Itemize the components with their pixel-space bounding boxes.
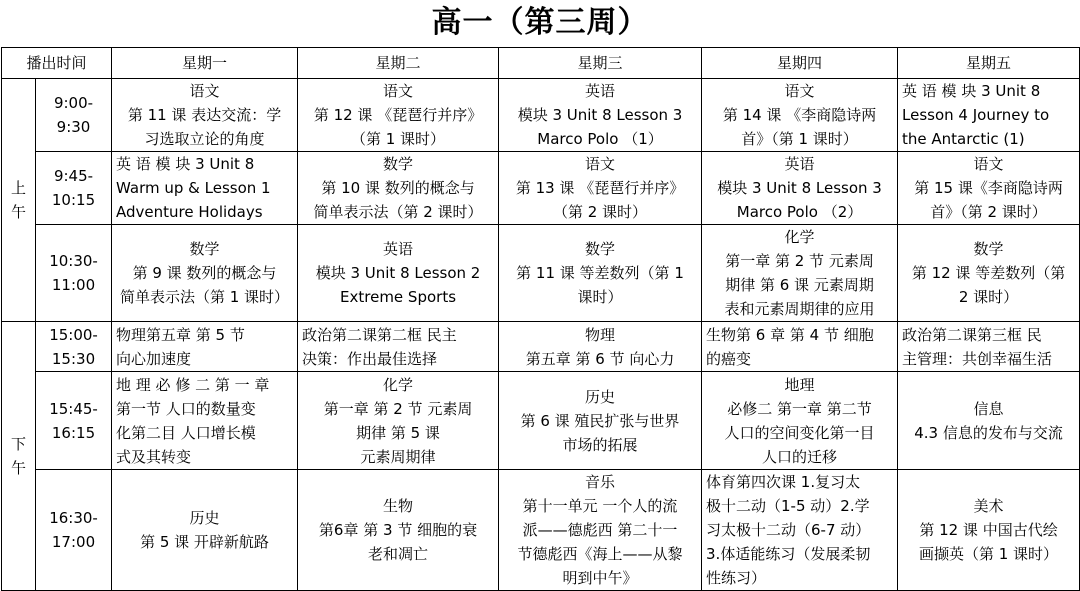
lesson-line: 式及其转变	[116, 447, 192, 466]
lesson-line: 画撷英（第 1 课时）	[918, 545, 1059, 563]
lesson-cell	[298, 322, 499, 372]
subject-label: 音乐	[585, 473, 616, 491]
lesson-line: 老和凋亡	[368, 545, 429, 563]
subject-label: 美术	[973, 497, 1004, 515]
subject-label: 物理	[585, 325, 616, 344]
lesson-cell	[112, 152, 298, 225]
time-line: 16:15	[51, 423, 96, 442]
subject-label: 语文	[973, 155, 1004, 173]
table-row	[2, 225, 1080, 322]
lesson-cell	[499, 322, 702, 372]
lesson-line: 第 14 课 《李商隐诗两	[722, 106, 877, 124]
half-day-char: 午	[10, 459, 26, 477]
lesson-line: 元素周期律	[360, 447, 436, 466]
subject-label: 语文	[383, 82, 414, 100]
lesson-line: 第6章 第 3 节 细胞的衰	[318, 521, 478, 539]
schedule-table	[1, 47, 1080, 591]
lesson-cell	[298, 372, 499, 470]
lesson-line: 第 5 课 开辟新航路	[140, 533, 269, 551]
lesson-line: 节德彪西《海上——从黎	[517, 545, 683, 563]
half-day-char: 上	[10, 179, 26, 197]
half-day-char: 午	[10, 203, 26, 221]
time-line: 10:30-	[49, 252, 98, 270]
time-line: 17:00	[51, 533, 96, 551]
lesson-line: 明到中午》	[562, 569, 638, 587]
subject-label: 数学	[189, 240, 220, 258]
lesson-cell	[112, 372, 298, 470]
lesson-line: （第 1 课时）	[350, 130, 446, 148]
lesson-line: Extreme Sports	[340, 288, 457, 306]
lesson-cell	[702, 470, 898, 591]
lesson-cell	[702, 152, 898, 225]
day-header: 星期三	[499, 48, 702, 79]
lesson-line: 简单表示法（第 2 课时）	[313, 203, 483, 221]
subject-label: 英语	[784, 155, 815, 173]
lesson-line: 市场的拓展	[562, 435, 638, 454]
lesson-line: 课时）	[577, 288, 623, 306]
lesson-cell	[112, 79, 298, 152]
lesson-line: 第 6 课 殖民扩张与世界	[520, 411, 680, 430]
time-line: 9:30	[56, 118, 91, 136]
time-slot	[36, 372, 112, 470]
day-header: 星期一	[112, 48, 298, 79]
lesson-line: 政治第二课第二框 民主	[302, 325, 457, 344]
lesson-line: 首》（第 1 课时）	[741, 130, 858, 148]
lesson-line: 的癌变	[706, 349, 752, 368]
time-line: 15:45-	[49, 399, 98, 418]
lesson-cell	[898, 372, 1080, 470]
table-row	[2, 470, 1080, 591]
lesson-cell	[499, 372, 702, 470]
subject-label: 语文	[189, 82, 220, 100]
lesson-line: Marco Polo （2）	[736, 203, 863, 221]
time-slot	[36, 152, 112, 225]
lesson-line: Adventure Holidays	[116, 203, 263, 221]
lesson-line: 期律 第 5 课	[356, 423, 440, 442]
lesson-cell	[112, 470, 298, 591]
lesson-line: 极十二动（1-5 动）2.学	[706, 497, 870, 515]
lesson-line: 第一节 人口的数量变	[116, 399, 256, 418]
lesson-cell	[702, 322, 898, 372]
morning-label	[2, 79, 36, 322]
half-day-char: 下	[10, 435, 26, 453]
lesson-cell	[298, 225, 499, 322]
subject-label: 地理	[784, 375, 815, 394]
time-line: 9:00-	[53, 94, 94, 112]
time-line: 15:30	[51, 349, 96, 368]
lesson-line: 首》（第 2 课时）	[930, 203, 1047, 221]
time-column-header: 播出时间	[2, 48, 112, 79]
time-line: 15:00-	[49, 325, 98, 344]
subject-label: 数学	[383, 155, 414, 173]
lesson-line: Warm up & Lesson 1	[116, 179, 271, 197]
lesson-line: 主管理：共创幸福生活	[902, 349, 1053, 368]
lesson-cell	[499, 79, 702, 152]
time-slot	[36, 79, 112, 152]
time-slot	[36, 322, 112, 372]
lesson-line: 模块 3 Unit 8 Lesson 2	[315, 264, 481, 282]
lesson-line: 地 理 必 修 二 第 一 章	[116, 375, 270, 394]
table-row	[2, 152, 1080, 225]
day-header: 星期五	[898, 48, 1080, 79]
lesson-line: （第 2 课时）	[552, 203, 648, 221]
lesson-line: 第 12 课 中国古代绘	[919, 521, 1058, 539]
time-line: 10:15	[51, 191, 96, 209]
lesson-line: 第 9 课 数列的概念与	[132, 264, 277, 282]
subject-label: 信息	[973, 399, 1004, 418]
afternoon-label	[2, 322, 36, 591]
lesson-line: 政治第二课第三框 民	[902, 325, 1042, 344]
lesson-line: 第五章 第 6 节 向心力	[525, 349, 675, 368]
subject-label: 化学	[784, 228, 815, 246]
lesson-line: the Antarctic (1)	[902, 130, 1025, 148]
subject-label: 化学	[383, 375, 414, 394]
lesson-cell	[112, 322, 298, 372]
lesson-line: 第 15 课《李商隐诗两	[914, 179, 1063, 197]
time-slot	[36, 225, 112, 322]
lesson-cell	[898, 152, 1080, 225]
lesson-line: 化第二目 人口增长模	[116, 423, 256, 442]
subject-label: 语文	[784, 82, 815, 100]
lesson-line: Lesson 4 Journey to	[902, 106, 1050, 124]
lesson-cell	[898, 225, 1080, 322]
lesson-cell	[298, 470, 499, 591]
day-header: 星期四	[702, 48, 898, 79]
lesson-line: 第 11 课 表达交流：学	[127, 106, 282, 124]
lesson-line: 必修二 第一章 第二节	[727, 399, 872, 418]
lesson-line: 英 语 模 块 3 Unit 8	[116, 155, 255, 173]
subject-label: 历史	[189, 509, 220, 527]
lesson-line: 表和元素周期律的应用	[724, 300, 875, 318]
lesson-line: 4.3 信息的发布与交流	[914, 423, 1063, 442]
lesson-line: 人口的空间变化第一目	[724, 423, 875, 442]
lesson-line: 模块 3 Unit 8 Lesson 3	[517, 106, 683, 124]
lesson-line: Marco Polo （1）	[537, 130, 663, 148]
lesson-line: 第 12 课 《琵琶行并序》	[313, 106, 483, 124]
lesson-cell	[499, 225, 702, 322]
subject-label: 生物	[383, 497, 414, 515]
subject-label: 语文	[585, 155, 616, 173]
lesson-line: 决策：作出最佳选择	[302, 349, 438, 368]
lesson-cell	[702, 372, 898, 470]
lesson-line: 习太极十二动（6-7 动）	[706, 521, 871, 539]
lesson-line: 期律 第 6 课 元素周期	[725, 276, 874, 294]
lesson-line: 第十一单元 一个人的流	[522, 497, 678, 515]
time-line: 16:30-	[49, 509, 98, 527]
subject-label: 英语	[585, 82, 616, 100]
lesson-cell	[298, 152, 499, 225]
lesson-line: 派——德彪西 第二十一	[522, 521, 678, 539]
lesson-cell	[499, 470, 702, 591]
lesson-line: 简单表示法（第 1 课时）	[119, 288, 290, 306]
time-slot	[36, 470, 112, 591]
table-row	[2, 79, 1080, 152]
day-header: 星期二	[298, 48, 499, 79]
header-row	[2, 48, 1080, 79]
table-row	[2, 372, 1080, 470]
table-row	[2, 322, 1080, 372]
lesson-line: 体育第四次课 1.复习太	[706, 473, 861, 491]
subject-label: 数学	[585, 240, 616, 258]
time-line: 9:45-	[53, 167, 94, 185]
time-line: 11:00	[51, 276, 96, 294]
lesson-line: 物理第五章 第 5 节	[116, 325, 245, 344]
lesson-line: 性练习）	[706, 569, 767, 587]
page-title: 高一（第三周）	[431, 5, 649, 40]
lesson-line: 习选取立论的角度	[144, 130, 265, 148]
lesson-line: 向心加速度	[116, 349, 192, 368]
lesson-cell	[499, 152, 702, 225]
lesson-cell	[112, 225, 298, 322]
subject-label: 数学	[973, 240, 1004, 258]
lesson-line: 生物第 6 章 第 4 节 细胞	[706, 325, 874, 344]
lesson-line: 3.体适能练习（发展柔韧	[706, 545, 871, 563]
lesson-cell	[898, 470, 1080, 591]
lesson-line: 第 12 课 等差数列（第	[911, 264, 1066, 282]
subject-label: 历史	[585, 387, 616, 406]
lesson-line: 2 课时）	[958, 288, 1019, 306]
lesson-cell	[298, 79, 499, 152]
lesson-line: 第一章 第 2 节 元素周	[323, 399, 473, 418]
lesson-line: 第一章 第 2 节 元素周	[725, 252, 874, 270]
subject-label: 英语	[383, 240, 414, 258]
lesson-line: 第 13 课 《琵琶行并序》	[515, 179, 685, 197]
lesson-line: 模块 3 Unit 8 Lesson 3	[717, 179, 882, 197]
lesson-cell	[898, 79, 1080, 152]
lesson-cell	[898, 322, 1080, 372]
lesson-line: 人口的迁移	[762, 447, 838, 466]
lesson-line: 第 10 课 数列的概念与	[321, 179, 475, 197]
lesson-line: 第 11 课 等差数列（第 1	[516, 264, 684, 282]
lesson-line: 英 语 模 块 3 Unit 8	[902, 82, 1041, 100]
lesson-cell	[702, 225, 898, 322]
lesson-cell	[702, 79, 898, 152]
